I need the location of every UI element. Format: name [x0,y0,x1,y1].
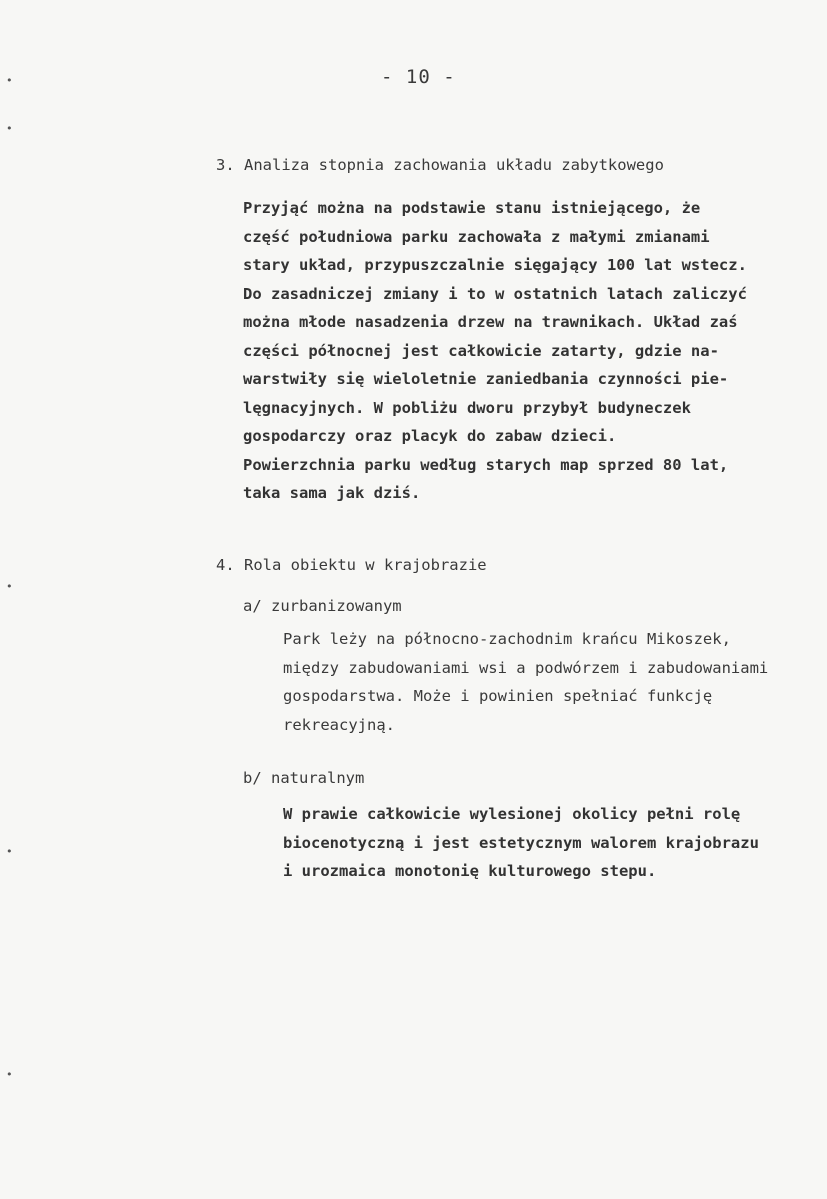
paragraph-line: Park leży na północno-zachodnim krańcu Mikoszek, [283,630,731,648]
section-3-heading: 3. Analiza stopnia zachowania układu zabytkowego [216,156,664,174]
paragraph-line: rekreacyjną. [283,715,395,734]
paragraph-line: gospodarczy oraz placyk do zabaw dzieci. [243,427,617,445]
paragraph-line: Do zasadniczej zmiany i to w ostatnich latach zaliczyć [243,284,747,303]
paragraph-line: stary układ, przypuszczalnie sięgający 100 lat wstecz. [243,256,747,274]
paragraph-line: taka sama jak dziś. [243,484,421,502]
paragraph-line: W prawie całkowicie wylesionej okolicy pełni rolę [283,805,741,823]
paragraph-line: warstwiły się wieloletnie zaniedbania czynności pie- [243,370,729,388]
subsection-b-label: b/ naturalnym [243,769,365,787]
paragraph-line: i urozmaica monotonię kulturowego stepu. [283,862,657,880]
paragraph-line: Powierzchnia parku według starych map sprzed 80 lat, [243,455,729,474]
paragraph-line: lęgnacyjnych. W pobliżu dworu przybył budyneczek [243,398,691,417]
paragraph-line: część południowa parku zachowała z małymi zmianami [243,227,710,246]
subsection-a-paragraph [283,625,768,739]
margin-mark: • [6,1068,13,1081]
section-4-heading: 4. Rola obiektu w krajobrazie [216,556,487,574]
subsection-a-label: a/ zurbanizowanym [243,597,402,615]
paragraph-line: można młode nasadzenia drzew na trawnikach. Układ zaś [243,313,738,331]
margin-mark: • [6,845,13,858]
margin-mark: • [6,580,13,593]
paragraph-line: gospodarstwa. Może i powinien spełniać funkcję [283,687,713,705]
paragraph-line: Przyjąć można na podstawie stanu istniejącego, że [243,199,701,217]
margin-mark: • [6,74,13,87]
section-3-paragraph [243,194,747,508]
page-number: - 10 - [381,66,456,88]
paragraph-line: biocenotyczną i jest estetycznym walorem krajobrazu [283,833,759,852]
margin-mark: • [6,122,13,135]
subsection-b-paragraph [283,800,759,886]
paragraph-line: części północnej jest całkowicie zatarty, gdzie na- [243,341,719,360]
paragraph-line: między zabudowaniami wsi a podwórzem i zabudowaniami [283,658,769,677]
